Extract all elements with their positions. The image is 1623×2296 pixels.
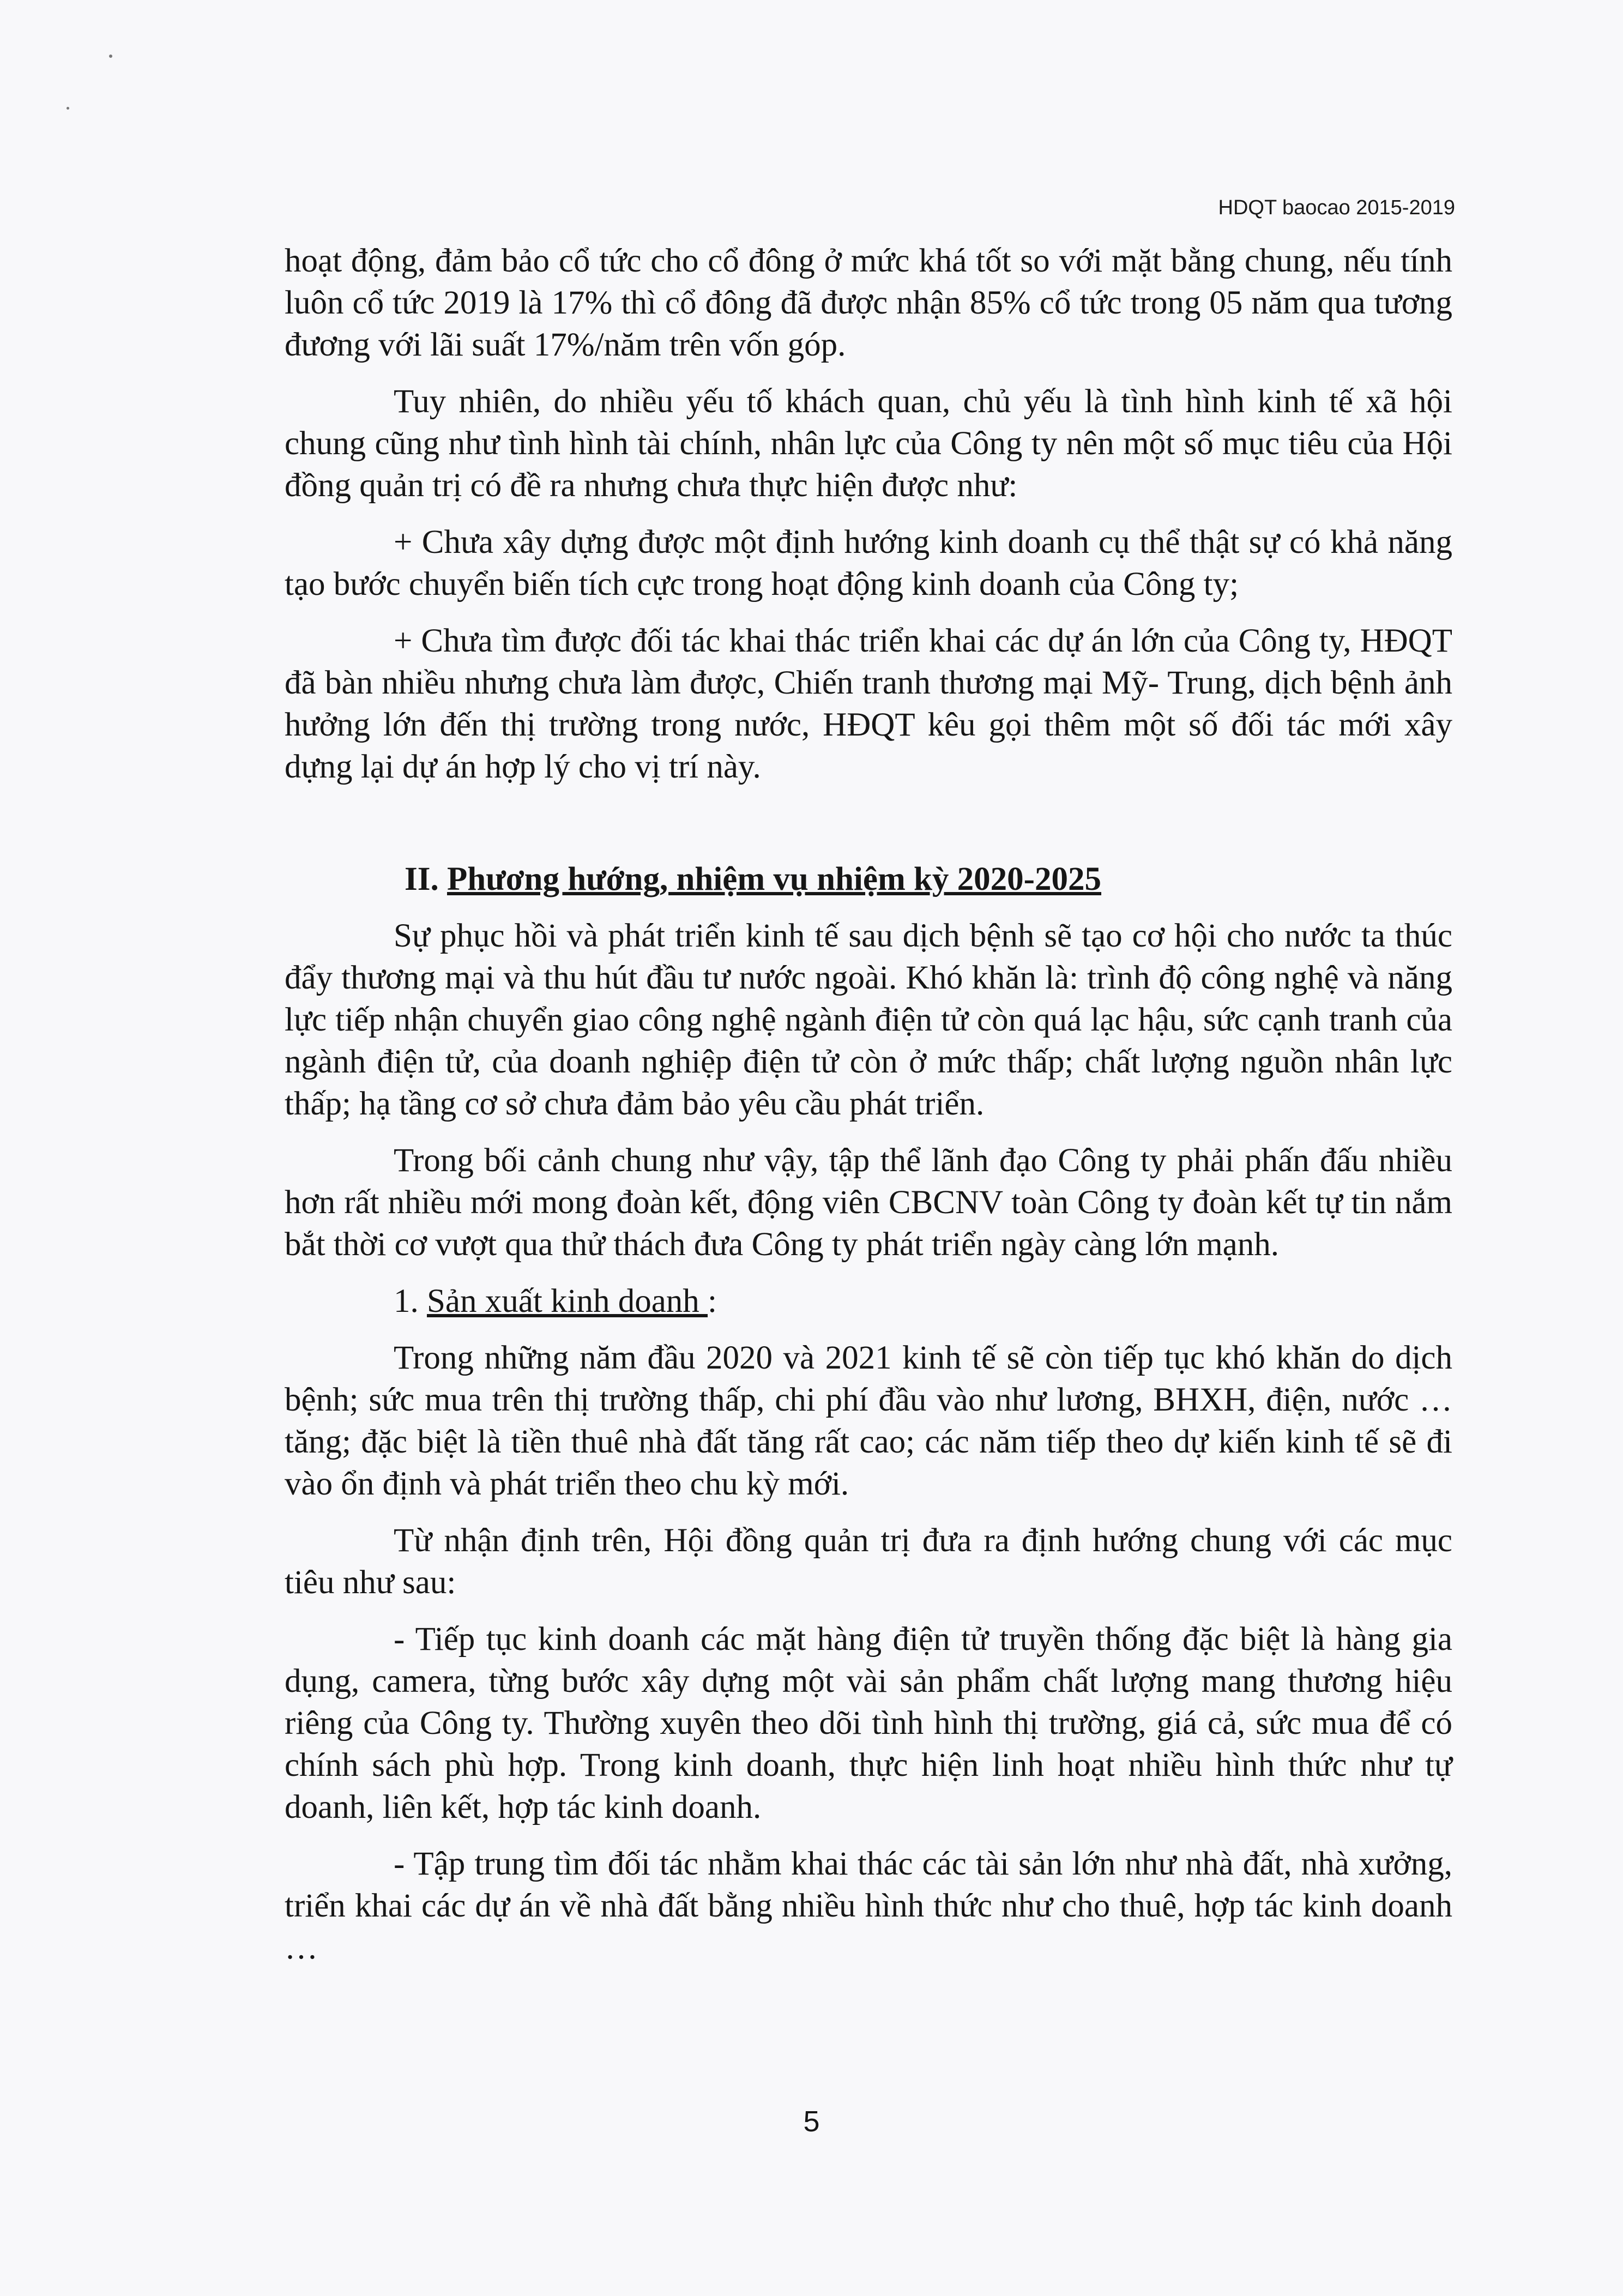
subsection-heading (285, 1280, 1452, 1322)
bullet-paragraph: - Tiếp tục kinh doanh các mặt hàng điện tử truyền thống đặc biệt là hàng gia dụng, camera, từng bước xây dựng một vài sản phẩm chất lượng mang thương hiệu riêng của Công ty. Thường xuyên theo dõi tình hình thị trường, giá cả, sức mua để có chính sách phù hợp. Trong kinh doanh, thực hiện linh hoạt nhiều hình thức như tự doanh, liên kết, hợp tác kinh doanh. (285, 1621, 1452, 1825)
bullet-paragraph: - Tập trung tìm đối tác nhằm khai thác các tài sản lớn như nhà đất, nhà xưởng, triển khai các dự án về nhà đất bằng nhiều hình thức như cho thuê, hợp tác kinh doanh … (285, 1846, 1452, 1966)
document-header-code: HDQT baocao 2015-2019 (1218, 196, 1455, 219)
scan-speck (67, 107, 69, 110)
page-number: 5 (803, 2105, 820, 2138)
paragraph: Trong những năm đầu 2020 và 2021 kinh tế sẽ còn tiếp tục khó khăn do dịch bệnh; sức mua trên thị trường thấp, chi phí đầu vào như lương, BHXH, điện, nước …tăng; đặc biệt là tiền thuê nhà đất tăng rất cao; các năm tiếp theo dự kiến kinh tế sẽ đi vào ổn định và phát triển theo chu kỳ mới. (285, 1340, 1452, 1502)
section-heading (285, 858, 1452, 900)
bullet-paragraph: + Chưa xây dựng được một định hướng kinh doanh cụ thể thật sự có khả năng tạo bước chuyển biến tích cực trong hoạt động kinh doanh của Công ty; (285, 524, 1452, 602)
subsection-colon: : (708, 1283, 717, 1319)
subsection-title: Sản xuất kinh doanh (427, 1283, 708, 1319)
subsection-number: 1. (394, 1283, 427, 1319)
bullet-paragraph: + Chưa tìm được đối tác khai thác triển khai các dự án lớn của Công ty, HĐQT đã bàn nhiều nhưng chưa làm được, Chiến tranh thương mại Mỹ- Trung, dịch bệnh ảnh hưởng lớn đến thị trường trong nước, HĐQT kêu gọi thêm một số đối tác mới xây dựng lại dự án hợp lý cho vị trí này. (285, 623, 1452, 785)
paragraph: Tuy nhiên, do nhiều yếu tố khách quan, chủ yếu là tình hình kinh tế xã hội chung cũng như tình hình tài chính, nhân lực của Công ty nên một số mục tiêu của Hội đồng quản trị có đề ra nhưng chưa thực hiện được như: (285, 383, 1452, 504)
section-title: Phương hướng, nhiệm vụ nhiệm kỳ 2020-2025 (447, 861, 1101, 897)
section-number: II. (405, 861, 447, 897)
paragraph-continuation: hoạt động, đảm bảo cổ tức cho cổ đông ở mức khá tốt so với mặt bằng chung, nếu tính luôn cổ tức 2019 là 17% thì cổ đông đã được nhận 85% cổ tức trong 05 năm qua tương đương với lãi suất 17%/năm trên vốn góp. (285, 243, 1452, 363)
paragraph: Sự phục hồi và phát triển kinh tế sau dịch bệnh sẽ tạo cơ hội cho nước ta thúc đẩy thương mại và thu hút đầu tư nước ngoài. Khó khăn là: trình độ công nghệ và năng lực tiếp nhận chuyển giao công nghệ ngành điện tử còn quá lạc hậu, sức cạnh tranh của ngành điện tử, của doanh nghiệp điện tử còn ở mức thấp; chất lượng nguồn nhân lực thấp; hạ tầng cơ sở chưa đảm bảo yêu cầu phát triển. (285, 918, 1452, 1122)
paragraph: Từ nhận định trên, Hội đồng quản trị đưa ra định hướng chung với các mục tiêu như sau: (285, 1522, 1452, 1601)
scan-speck (109, 55, 112, 58)
document-body (285, 240, 1452, 1984)
paragraph: Trong bối cảnh chung như vậy, tập thể lãnh đạo Công ty phải phấn đấu nhiều hơn rất nhiều mới mong đoàn kết, động viên CBCNV toàn Công ty đoàn kết tự tin nắm bắt thời cơ vượt qua thử thách đưa Công ty phát triển ngày càng lớn mạnh. (285, 1142, 1452, 1263)
